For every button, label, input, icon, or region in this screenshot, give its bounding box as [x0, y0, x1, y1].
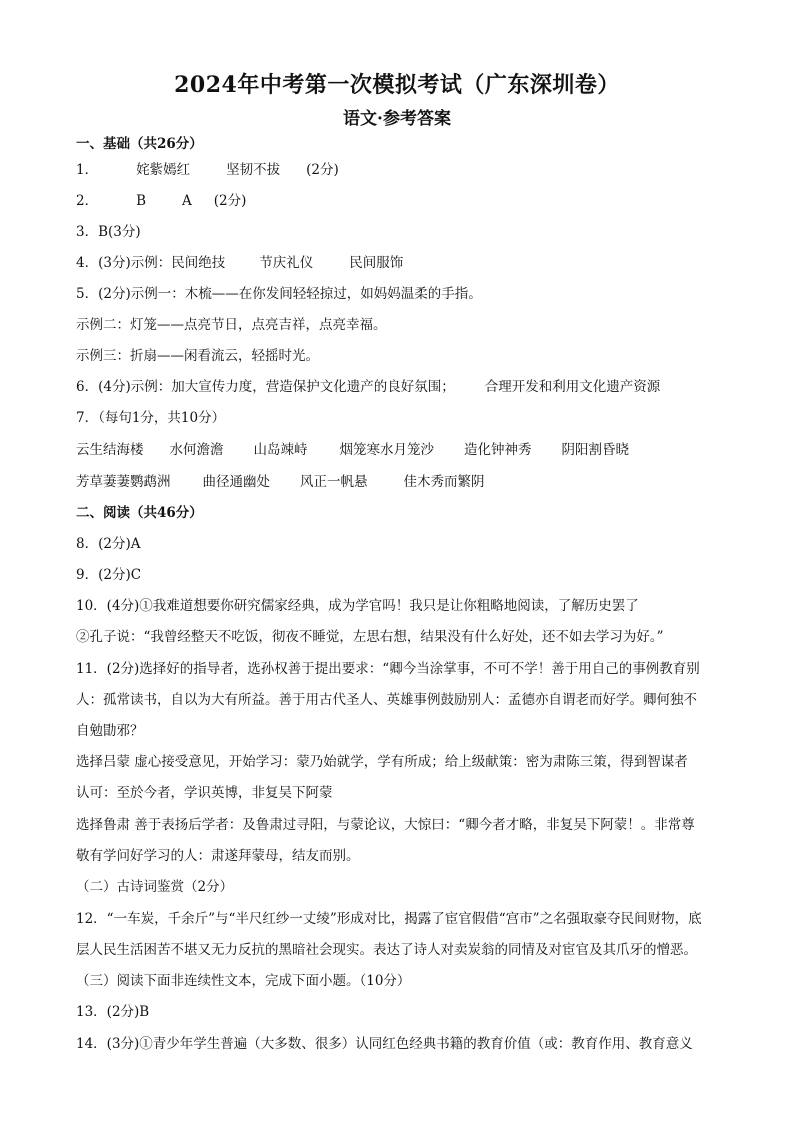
- subsection-heading-poetry: （二）古诗词鉴赏（2分）: [76, 879, 234, 895]
- answer-q7-row: [76, 472, 726, 492]
- answer-text: A: [182, 193, 192, 209]
- answer-q7-heading: 7．（每句1分，共10分）: [76, 410, 226, 426]
- answer-q11-line: 认可：至於今者，学识英博，非复吴下阿蒙: [76, 785, 333, 801]
- answer-q10-line: ②孔子说：“我曾经整天不吃饭，彻夜不睡觉，左思右想，结果没有什么好处，还不如去学习为好。”: [76, 629, 664, 645]
- answer-q13: 13．(2分)B: [76, 1004, 150, 1020]
- answer-text: 6．(4分)示例：加大宣传力度，营造保护文化遗产的良好氛围；: [76, 379, 455, 395]
- answer-q11-line: 敬有学问好学习的人：肃遂拜蒙母，结友而别。: [76, 848, 360, 864]
- poem-line: 造化钟神秀: [464, 442, 532, 458]
- answer-text: 合理开发和利用文化遗产资源: [484, 379, 661, 395]
- answer-text: 姹紫嫣红: [136, 162, 191, 178]
- answer-number: 2．: [76, 193, 99, 209]
- poem-line: 阴阳割昏晓: [561, 442, 629, 458]
- poem-line: 佳木秀而繁阴: [403, 474, 485, 490]
- answer-text: 民间服饰: [349, 255, 404, 271]
- poem-line: 烟笼寒水月笼沙: [339, 442, 434, 458]
- poem-line: 曲径通幽处: [202, 474, 270, 490]
- answer-score: (2分): [306, 162, 339, 178]
- answer-q2: [76, 191, 726, 211]
- subsection-heading-nonfiction: （三）阅读下面非连续性文本，完成下面小题。（10分）: [76, 973, 411, 989]
- poem-line: 风正一帆悬: [300, 474, 368, 490]
- answer-q11-line: 选择鲁肃 善于表扬后学者：及鲁肃过寻阳，与蒙论议，大惊曰：“卿今者才略，非复吴下阿蒙！。非常尊: [76, 817, 695, 833]
- answer-text: 坚韧不拔: [226, 162, 281, 178]
- page-title: 2024年中考第一次模拟考试（广东深圳卷）: [174, 72, 620, 98]
- answer-q1: [76, 160, 726, 180]
- section-heading-reading: 二、阅读（共46分）: [76, 505, 203, 521]
- answer-q5-line: 示例三：折扇——闲看流云，轻摇时光。: [76, 348, 319, 364]
- poem-line: 山岛竦峙: [253, 442, 308, 458]
- answer-q11-line: 自勉勖邪？: [76, 723, 144, 739]
- answer-q11-line: 11．(2分)选择好的指导者，选孙权善于提出要求：“卿今当涂掌事，不可不学！善于用自己的事例教育别: [76, 661, 700, 677]
- answer-q9: 9．(2分)C: [76, 567, 142, 583]
- answer-number: 1．: [76, 162, 99, 178]
- poem-line: 芳草萋萋鹦鹉洲: [76, 474, 171, 490]
- poem-line: 水何澹澹: [169, 442, 224, 458]
- answer-text: 节庆礼仪: [259, 255, 314, 271]
- answer-q5-line: 示例二：灯笼——点亮节日，点亮吉祥，点亮幸福。: [76, 317, 387, 333]
- poem-line: 云生结海楼: [76, 442, 144, 458]
- answer-text: 4．(3分)示例：民间绝技: [76, 255, 226, 271]
- answer-q7-row: [76, 440, 726, 460]
- answer-q6: [76, 377, 726, 397]
- answer-q11-line: 人：孤常读书，自以为大有所益。善于用古代圣人、英雄事例鼓励别人：孟德亦自谓老而好学。卿何独不: [76, 692, 697, 708]
- answer-q12-line: 层人民生活困苦不堪又无力反抗的黑暗社会现实。表达了诗人对卖炭翁的同情及对宦官及其爪牙的憎恶。: [76, 942, 697, 958]
- answer-q3: 3．B(3分): [76, 224, 141, 240]
- section-heading-basics: 一、基础（共26分）: [76, 136, 203, 152]
- answer-q14-line: 14．(3分)①青少年学生普遍（大多数、很多）认同红色经典书籍的教育价值（或：教育作用、教育意义: [76, 1036, 693, 1052]
- answer-q11-line: 选择吕蒙 虚心接受意见，开始学习：蒙乃始就学，学有所成；给上级献策：密为肃陈三策，得到智谋者: [76, 754, 688, 770]
- answer-score: (2分): [213, 193, 247, 209]
- answer-q4: [76, 253, 726, 273]
- answer-q12-line: 12．“一车炭，千余斤”与“半尺红纱一丈绫”形成对比，揭露了宦官假借“宫市”之名强取豪夺民间财物，底: [76, 911, 702, 927]
- answer-q8: 8．(2分)A: [76, 536, 141, 552]
- answer-q5-line: 5．(2分)示例一：木梳——在你发间轻轻掠过，如妈妈温柔的手指。: [76, 286, 482, 302]
- answer-q10-line: 10．(4分)①我难道想要你研究儒家经典，成为学官吗！我只是让你粗略地阅读，了解历史罢了: [76, 598, 639, 614]
- answer-text: B: [136, 193, 147, 209]
- page-subtitle: 语文·参考答案: [343, 109, 451, 129]
